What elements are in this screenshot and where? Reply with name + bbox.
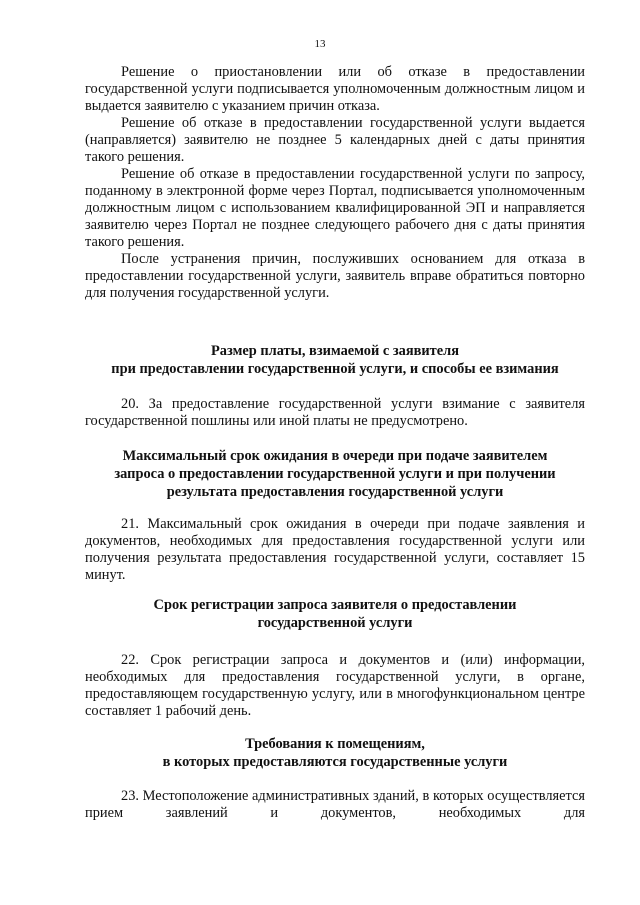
paragraph-23: 23. Местоположение административных зданий, в которых осуществляется прием заявлений и документов, необходимых для — [85, 788, 585, 821]
page-number: 13 — [314, 38, 326, 50]
section-premises-text — [85, 788, 585, 822]
section-fee-text — [85, 396, 585, 430]
heading-registration: Срок регистрации запроса заявителя о предоставлении государственной услуги — [153, 597, 517, 631]
paragraph-reapply: После устранения причин, послуживших основанием для отказа в предоставлении государственной услуги, заявитель вправе обратиться повторно для получения государственной услуги. — [85, 251, 585, 301]
heading-wait-time: Максимальный срок ожидания в очереди при подаче заявителем запроса о предоставлении государственной услуги и при получении результата предоставления государственной услуги — [114, 448, 556, 500]
heading-premises: Требования к помещениям, в которых предоставляются государственные услуги — [162, 736, 508, 770]
heading-fee: Размер платы, взимаемой с заявителя при предоставлении государственной услуги, и способы ее взимания — [111, 343, 559, 377]
paragraph-22: 22. Срок регистрации запроса и документов и (или) информации, необходимых для предоставления государственной услуги, в органе, предоставляющем государственную услугу, или в многофункциональном центре составляет 1 рабочий день. — [85, 652, 585, 719]
paragraph-20: 20. За предоставление государственной услуги взимание с заявителя государственной пошлины или иной платы не предусмотрено. — [85, 396, 585, 429]
section-registration-text — [85, 652, 585, 720]
section-wait-text — [85, 516, 585, 584]
paragraph-refusal-issue: Решение об отказе в предоставлении государственной услуги выдается (направляется) заявителю не позднее 5 календарных дней с даты принятия такого решения. — [85, 115, 585, 165]
paragraph-21: 21. Максимальный срок ожидания в очереди при подаче заявления и документов, необходимых для предоставления государственной услуги или получения результата предоставления государственной услуги, составляет 15 минут. — [85, 516, 585, 583]
intro-text — [85, 64, 585, 302]
paragraph-refusal-electronic: Решение об отказе в предоставлении государственной услуги по запросу, поданному в электронной форме через Портал, подписывается уполномоченным должностным лицом с использованием квалифицированной ЭП и направляется заявителю через Портал не позднее следующего рабочего дня с даты принятия такого решения. — [85, 166, 585, 250]
paragraph-suspension-decision: Решение о приостановлении или об отказе в предоставлении государственной услуги подписывается уполномоченным должностным лицом и выдается заявителю с указанием причин отказа. — [85, 64, 585, 114]
